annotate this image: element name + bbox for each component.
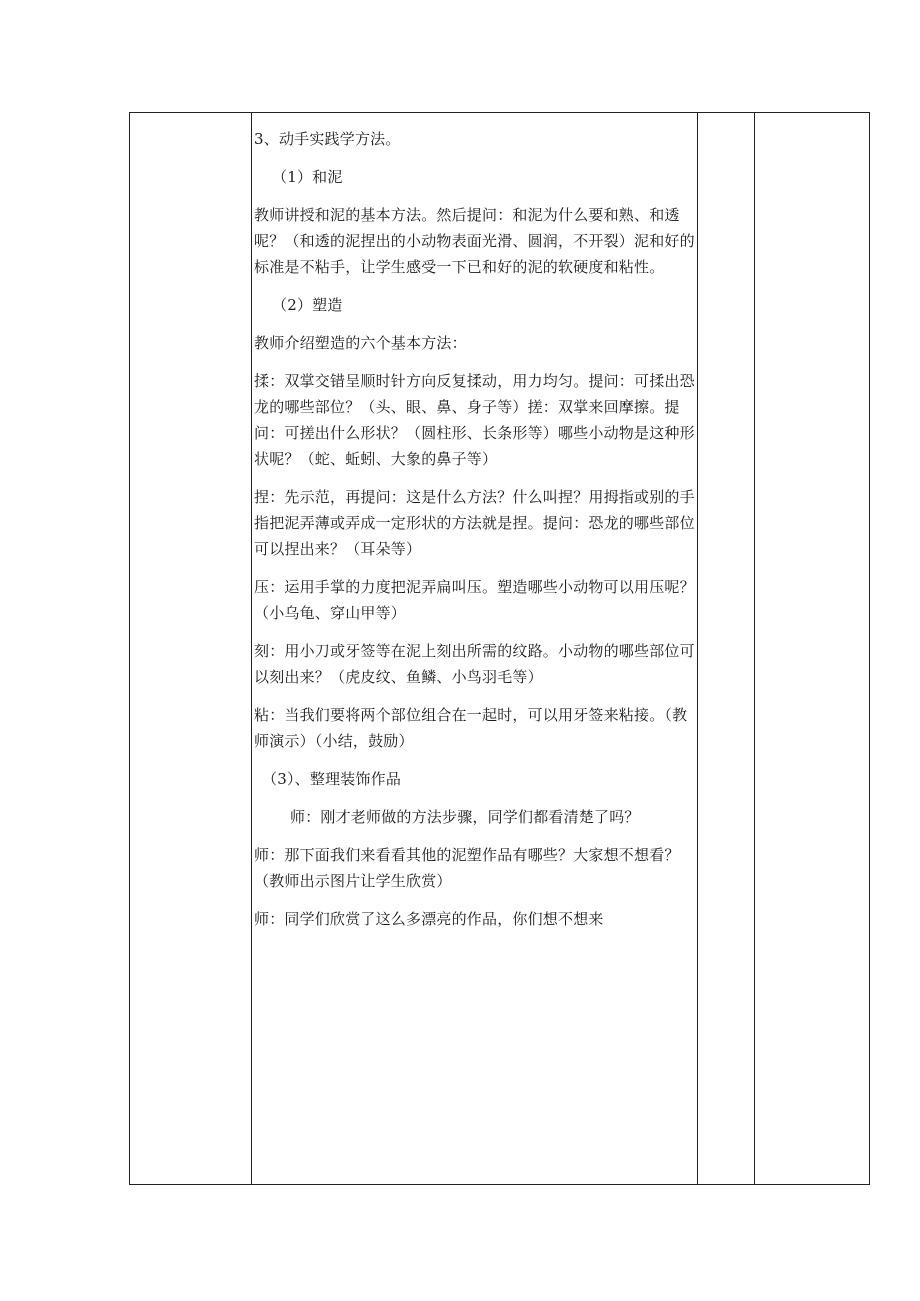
- paragraph-stick: 粘：当我们要将两个部位组合在一起时，可以用牙签来粘接。（教师演示）（小结，鼓励）: [254, 706, 688, 750]
- subheading-shaping: （2）塑造: [272, 296, 343, 314]
- paragraph-knead-roll: 揉：双掌交错呈顺时针方向反复揉动，用力均匀。提问：可揉出恐龙的哪些部位？（头、眼、鼻、身子等）搓：双掌来回摩擦。提问：可搓出什么形状？（圆柱形、长条形等）哪些小动物是这种形状呢？（蛇、蚯蚓、大象的鼻子等）: [254, 372, 695, 468]
- paragraph-teacher-3: 师：同学们欣赏了这么多漂亮的作品，你们想不想来: [254, 910, 604, 928]
- paragraph-teacher-2: 师：那下面我们来看看其他的泥塑作品有哪些？大家想不想看？（教师出示图片让学生欣赏）: [254, 846, 680, 890]
- lesson-plan-table: [129, 112, 870, 1185]
- lesson-content: [252, 113, 697, 932]
- paragraph-shaping-intro: 教师介绍塑造的六个基本方法：: [254, 334, 467, 352]
- paragraph-press: 压：运用手掌的力度把泥弄扁叫压。塑造哪些小动物可以用压呢？（小乌龟、穿山甲等）: [254, 578, 695, 622]
- paragraph-pinch: 捏：先示范，再提问：这是什么方法？什么叫捏？用拇指或别的手指把泥弄薄或弄成一定形状的方法就是捏。提问：恐龙的哪些部位可以捏出来？（耳朵等）: [254, 488, 695, 558]
- paragraph-teacher-1: 师：刚才老师做的方法步骤，同学们都看清楚了吗？: [290, 808, 640, 826]
- right-empty-cell: [755, 113, 870, 1185]
- content-cell: [252, 113, 698, 1185]
- left-empty-cell: [130, 113, 252, 1185]
- subheading-mixing: （1）和泥: [272, 168, 343, 186]
- middle-empty-cell: [698, 113, 755, 1185]
- paragraph-mixing: 教师讲授和泥的基本方法。然后提问：和泥为什么要和熟、和透呢？（和透的泥捏出的小动物表面光滑、圆润，不开裂）泥和好的标准是不粘手，让学生感受一下已和好的泥的软硬度和粘性。: [254, 206, 695, 276]
- step-heading: 3、动手实践学方法。: [254, 130, 401, 148]
- subheading-decorate: （3）、整理装饰作品: [262, 770, 402, 788]
- table-row: [130, 113, 870, 1185]
- paragraph-carve: 刻：用小刀或牙签等在泥上刻出所需的纹路。小动物的哪些部位可以刻出来？（虎皮纹、鱼鳞、小鸟羽毛等）: [254, 642, 695, 686]
